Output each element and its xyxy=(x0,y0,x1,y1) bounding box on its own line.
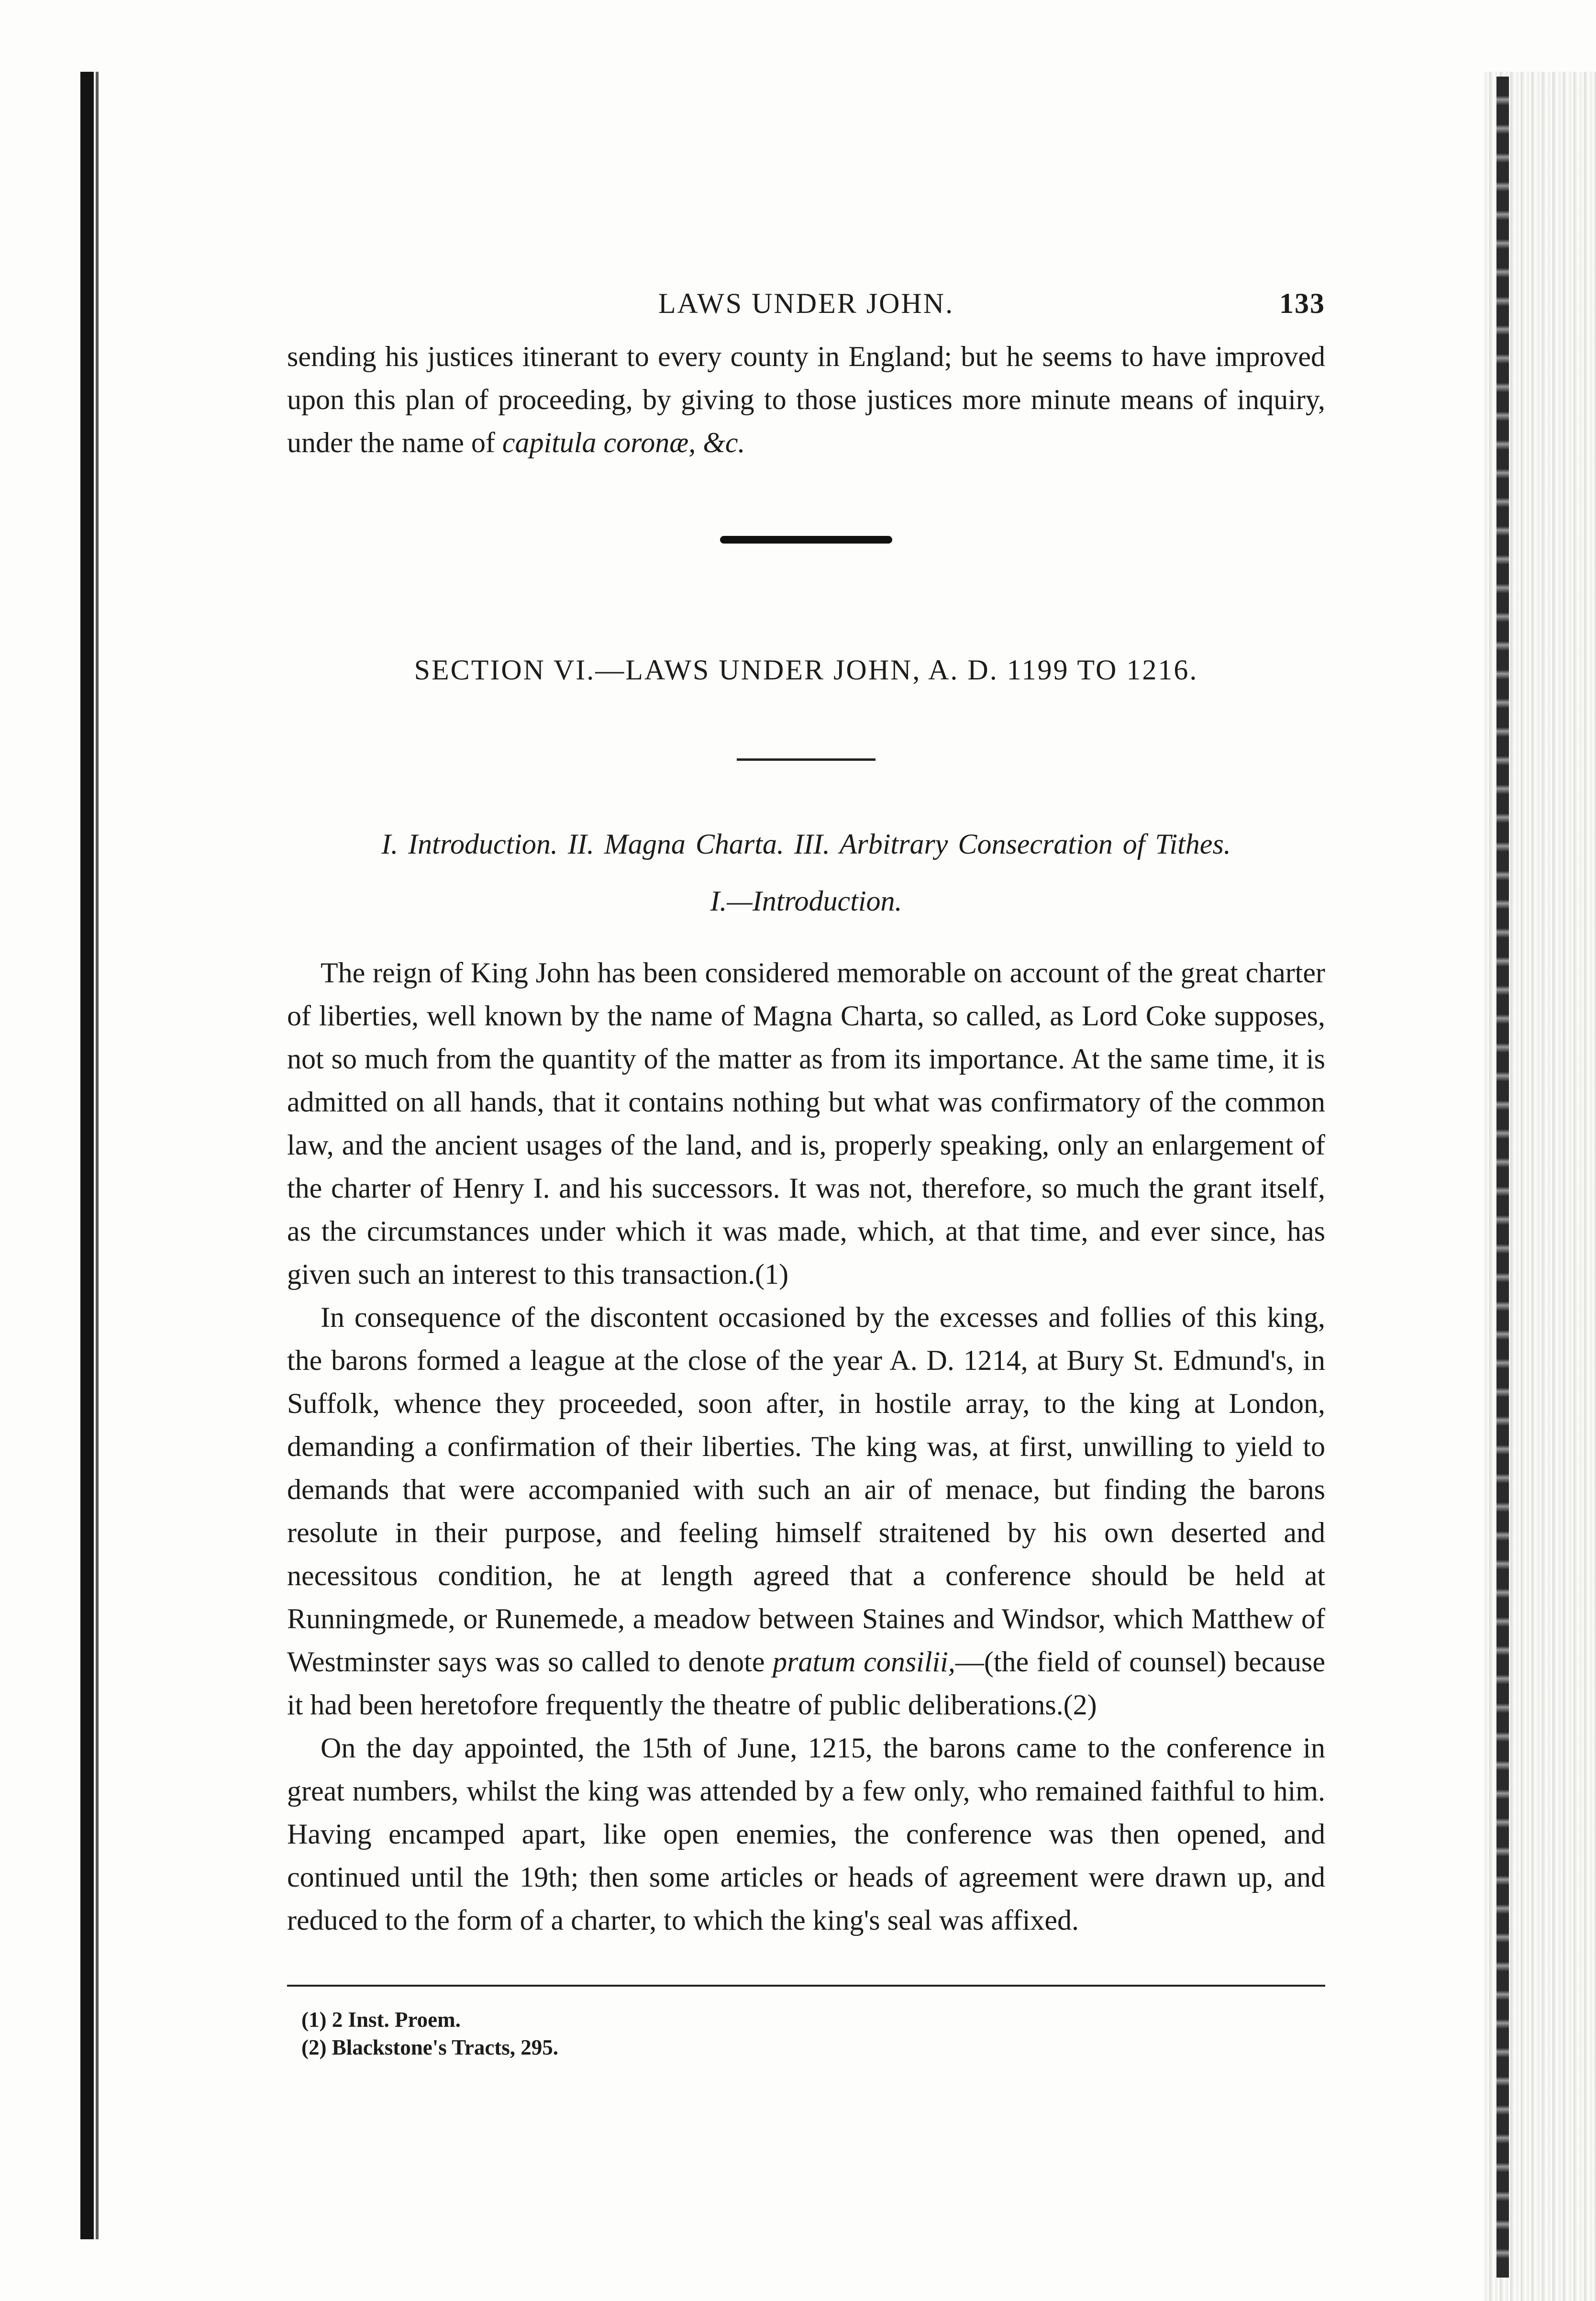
footnote-1: (1) 2 Inst. Proem. xyxy=(301,2008,461,2032)
paragraph-3: On the day appointed, the 15th of June, 1215, the barons came to the conference in great numbers, whilst the king was attended by a few only, who remained faithful to him. Having encamped apart, like open enemies, the conference was then opened, and continued until the 19th; then some articles or heads of agreement were drawn up, and reduced to the form of a charter, to which the king's seal was affixed. xyxy=(287,1732,1325,1936)
page-number: 133 xyxy=(1279,288,1325,319)
section-contents: I. Introduction. II. Magna Charta. III. Arbitrary Consecration of Tithes. xyxy=(381,828,1231,860)
section-ornament-rule xyxy=(720,536,892,544)
binding-shadow-left xyxy=(80,72,94,2239)
intro-paragraph xyxy=(287,335,1325,464)
footnote-2: (2) Blackstone's Tracts, 295. xyxy=(301,2035,559,2059)
footnote-rule xyxy=(287,1985,1325,1987)
section-title: SECTION VI.—LAWS UNDER JOHN, A. D. 1199 TO 1216. xyxy=(414,654,1198,686)
paragraph-2-text-a: In consequence of the discontent occasioned by the excesses and follies of this king, the barons formed a league at the close of the year A. D. 1214, at Bury St. Edmund's, in Suffolk, whence they proceeded, soon after, in hostile array, to the king at London, demanding a confirmation of their liberties. The king was, at first, unwilling to yield to demands that were accompanied with such an air of menace, but finding the barons resolute in their purpose, and feeling himself straitened by his own deserted and necessitous condition, he at length agreed that a conference should be held at Runningmede, or Runemede, a meadow between Staines and Windsor, which Matthew of Westminster says was so called to denote xyxy=(287,1301,1325,1678)
paragraph-2-text-b: —(the field of counsel) because it had been heretofore frequently the theatre of public deliberations.(2) xyxy=(287,1646,1325,1721)
paragraph-2 xyxy=(287,1296,1325,1726)
running-title: LAWS UNDER JOHN. xyxy=(658,288,954,319)
subsection-title: I.—Introduction. xyxy=(710,885,902,917)
binding-edge-left xyxy=(96,72,99,2239)
paragraph-2-italic: pratum consilii, xyxy=(773,1646,955,1678)
binding-shadow-right xyxy=(1496,77,1509,2278)
section-divider-rule xyxy=(737,758,876,761)
paragraph-1: The reign of King John has been considered memorable on account of the great charter of liberties, well known by the name of Magna Charta, so called, as Lord Coke supposes, not so much from the quantity of the matter as from its importance. At the same time, it is admitted on all hands, that it contains nothing but what was confirmatory of the common law, and the ancient usages of the land, and is, properly speaking, only an enlargement of the charter of Henry I. and his successors. It was not, therefore, so much the grant itself, as the circumstances under which it was made, which, at that time, and ever since, has given such an interest to this transaction.(1) xyxy=(287,957,1325,1290)
intro-text: sending his justices itinerant to every county in England; but he seems to have improved upon this plan of proceeding, by giving to those justices more minute means of inquiry, under the name of xyxy=(287,341,1325,458)
book-page xyxy=(287,278,1325,2061)
running-head xyxy=(287,278,1325,335)
intro-italic: capitula coronæ, &c. xyxy=(502,427,745,458)
